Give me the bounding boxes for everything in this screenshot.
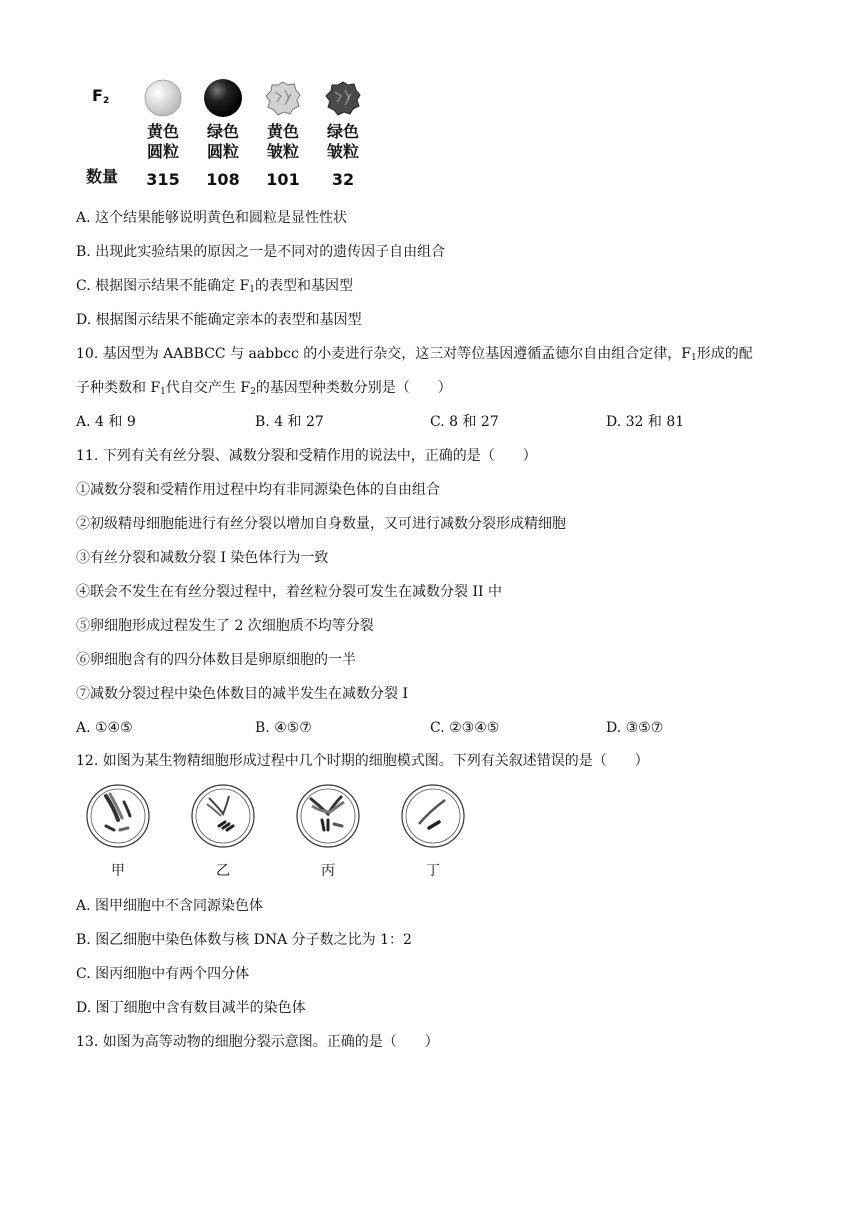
cell-jia	[84, 782, 152, 879]
q11-option-d: D. ③⑤⑦	[606, 720, 664, 736]
phenotype-yellow-round	[138, 78, 188, 189]
phenotype-green-round	[198, 78, 248, 189]
count-label: 数量	[86, 167, 119, 186]
q11-item-3: ③有丝分裂和减数分裂 I 染色体行为一致	[76, 550, 329, 566]
q10-option-c: C. 8 和 27	[430, 414, 499, 430]
q10-option-a: A. 4 和 9	[76, 414, 136, 430]
cell-yi-icon	[189, 782, 257, 850]
phenotype-count: 315	[146, 170, 180, 189]
q10-option-b: B. 4 和 27	[255, 414, 324, 430]
q11-option-b: B. ④⑤⑦	[255, 720, 312, 736]
phenotype-count: 101	[266, 170, 300, 189]
cell-ding	[399, 782, 467, 879]
q9-option-b: B. 出现此实验结果的原因之一是不同对的遗传因子自由组合	[76, 244, 446, 260]
q11-item-1: ①减数分裂和受精作用过程中均有非同源染色体的自由组合	[76, 482, 440, 498]
q11-item-7: ⑦减数分裂过程中染色体数目的减半发生在减数分裂 I	[76, 686, 408, 702]
cell-bing	[294, 782, 362, 879]
q9-option-d: D. 根据图示结果不能确定亲本的表型和基因型	[76, 312, 362, 328]
phenotype-shape-label: 皱粒	[326, 142, 359, 161]
q12-option-d: D. 图丁细胞中含有数目减半的染色体	[76, 1000, 306, 1016]
phenotype-color-label: 黄色	[266, 122, 299, 141]
q10-option-d: D. 32 和 81	[606, 414, 685, 430]
green-wrinkled-pea-icon	[323, 78, 363, 118]
q11-stem: 11. 下列有关有丝分裂、减数分裂和受精作用的说法中，正确的是（ ）	[76, 448, 537, 464]
q11-item-5: ⑤卵细胞形成过程发生了 2 次细胞质不均等分裂	[76, 618, 374, 634]
q12-option-c: C. 图丙细胞中有两个四分体	[76, 966, 250, 982]
q10-stem: 10. 基因型为 AABBCC 与 aabbcc 的小麦进行杂交，这三对等位基因遵循孟德尔自由组合定律，$F_1$形成的配	[76, 346, 753, 363]
yellow-round-pea-icon	[143, 78, 183, 118]
phenotype-color-label: 黄色	[146, 122, 179, 141]
cell-label-yi: 乙	[216, 863, 230, 879]
q12-stem: 12. 如图为某生物精细胞形成过程中几个时期的细胞模式图。下列有关叙述错误的是（ ）	[76, 753, 649, 769]
q12-option-b: B. 图乙细胞中染色体数与核 DNA 分子数之比为 1：2	[76, 932, 412, 948]
q13-stem: 13. 如图为高等动物的细胞分裂示意图。正确的是（ ）	[76, 1034, 439, 1050]
phenotype-green-wrinkled	[318, 78, 368, 189]
q11-item-4: ④联会不发生在有丝分裂过程中，着丝粒分裂可发生在减数分裂 II 中	[76, 584, 502, 600]
q11-option-c: C. ②③④⑤	[430, 720, 500, 736]
phenotype-color-label: 绿色	[326, 122, 359, 141]
q9-option-a: A. 这个结果能够说明黄色和圆粒是显性性状	[76, 210, 348, 226]
phenotype-shape-label: 皱粒	[266, 142, 299, 161]
phenotype-color-label: 绿色	[206, 122, 239, 141]
cell-label-ding: 丁	[426, 863, 440, 879]
cell-label-bing: 丙	[321, 863, 335, 879]
q9-option-c: C. 根据图示结果不能确定 $F_1$的表型和基因型	[76, 278, 354, 295]
phenotype-count: 108	[206, 170, 240, 189]
generation-label: $F_2$	[92, 86, 110, 106]
phenotype-yellow-wrinkled	[258, 78, 308, 189]
pea-phenotype-figure	[80, 78, 380, 188]
q11-option-a: A. ①④⑤	[76, 720, 133, 736]
q11-item-2: ②初级精母细胞能进行有丝分裂以增加自身数量，又可进行减数分裂形成精细胞	[76, 516, 566, 532]
phenotype-count: 32	[331, 170, 355, 189]
yellow-wrinkled-pea-icon	[263, 78, 303, 118]
phenotype-shape-label: 圆粒	[206, 142, 239, 161]
q11-item-6: ⑥卵细胞含有的四分体数目是卵原细胞的一半	[76, 652, 356, 668]
cell-yi	[189, 782, 257, 879]
q12-option-a: A. 图甲细胞中不含同源染色体	[76, 898, 264, 914]
q10-stem-cont: 子种类数和 $F_1$代自交产生 $F_2$的基因型种类数分别是（ ）	[76, 380, 452, 397]
cell-ding-icon	[399, 782, 467, 850]
cell-bing-icon	[294, 782, 362, 850]
phenotype-shape-label: 圆粒	[146, 142, 179, 161]
cell-label-jia: 甲	[111, 863, 125, 879]
green-round-pea-icon	[203, 78, 243, 118]
cell-division-figure	[84, 782, 474, 882]
cell-jia-icon	[84, 782, 152, 850]
